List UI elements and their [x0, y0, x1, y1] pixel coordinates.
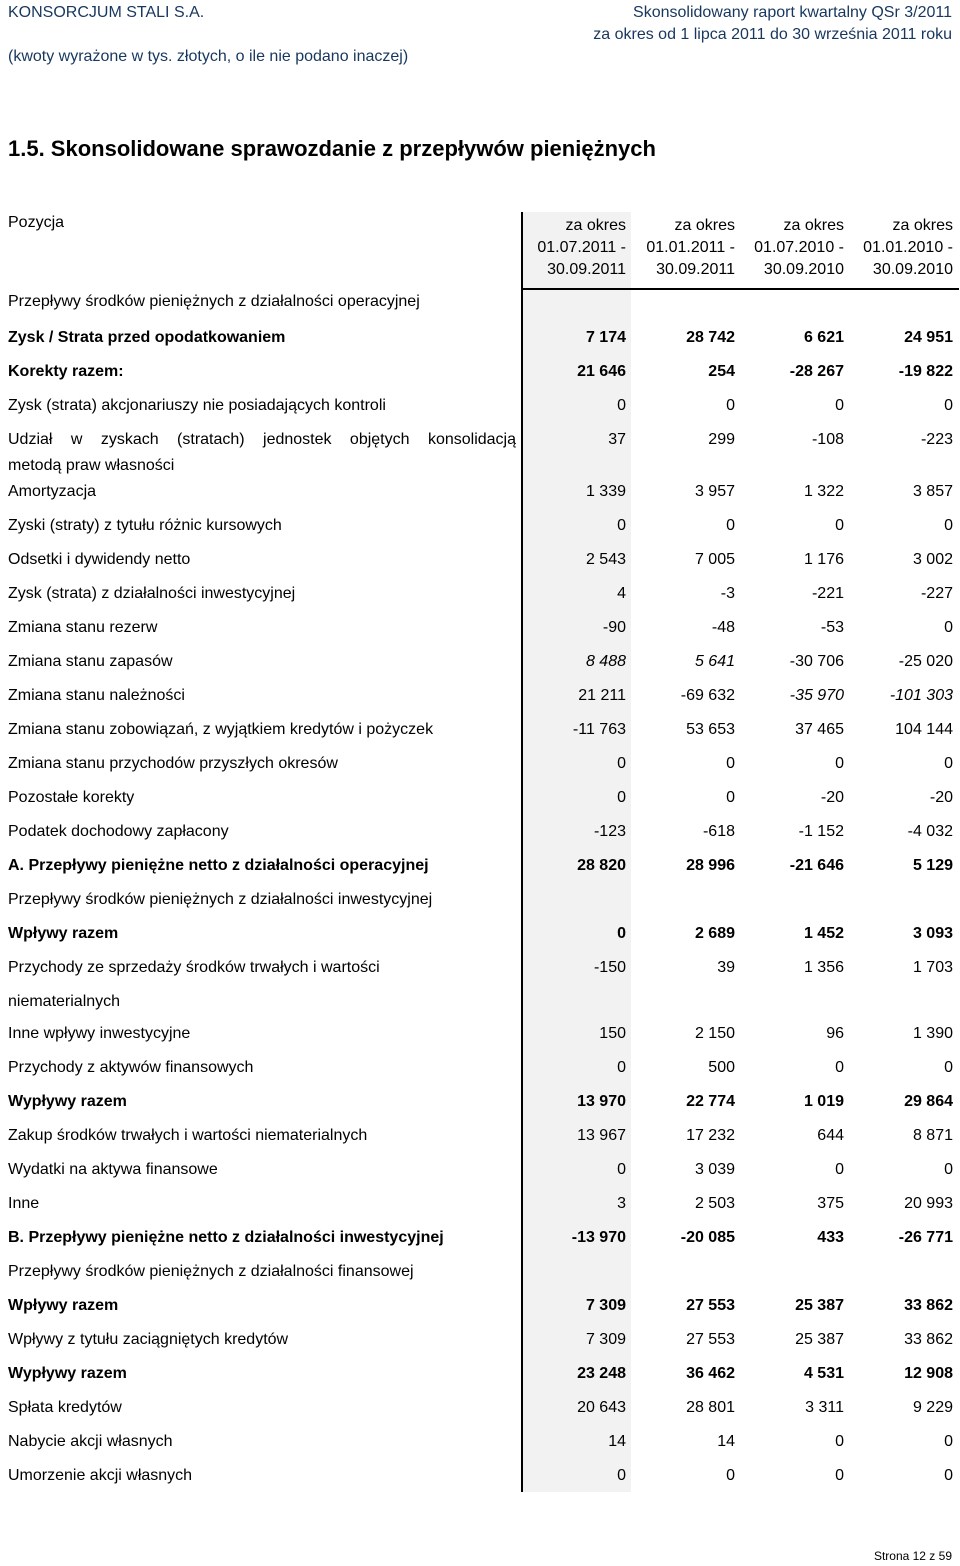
row-value-col4: -4 032 — [907, 823, 953, 840]
row-value-col3: 1 019 — [803, 1093, 844, 1110]
row-label: Wydatki na aktywa finansowe — [8, 1161, 218, 1178]
row-value-col1: 20 643 — [577, 1399, 626, 1416]
row-label: Inne wpływy inwestycyjne — [8, 1025, 191, 1042]
row-value-col4: 5 129 — [912, 857, 953, 874]
row-value-col3: -30 706 — [789, 653, 844, 670]
row-value-col1: 7 309 — [585, 1331, 626, 1348]
row-value-col2: 0 — [726, 397, 735, 414]
row-value-col3: 0 — [835, 1059, 844, 1076]
row-value-col2: 39 — [717, 959, 735, 976]
row-value-col4: 9 229 — [912, 1399, 953, 1416]
page-title: 1.5. Skonsolidowane sprawozdanie z przepływów pieniężnych — [8, 136, 656, 161]
row-value-col3: 96 — [826, 1025, 844, 1042]
row-value-col1: 3 — [617, 1195, 626, 1212]
column-header-2: za okres 01.01.2011 - 30.09.2011 — [646, 217, 735, 278]
row-label: Zakup środków trwałych i wartości niematerialnych — [8, 1127, 368, 1144]
row-value-col1: 0 — [617, 789, 626, 806]
row-label: Zmiana stanu rezerw — [8, 619, 158, 636]
row-value-col1: 0 — [617, 517, 626, 534]
row-value-col4: -227 — [920, 585, 953, 602]
row-value-col1: 7 309 — [585, 1297, 626, 1314]
row-value-col3: 25 387 — [795, 1297, 844, 1314]
row-value-col1: -150 — [593, 959, 626, 976]
row-value-col4: -19 822 — [898, 363, 953, 380]
row-value-col4: 0 — [944, 517, 953, 534]
row-label: Udział w zyskach (stratach) jednostek objętych konsolidacją — [8, 431, 516, 448]
row-label-continuation: metodą praw własności — [8, 457, 175, 474]
row-label: Przychody z aktywów finansowych — [8, 1059, 254, 1076]
row-value-col1: 0 — [617, 1467, 626, 1484]
row-label: Odsetki i dywidendy netto — [8, 551, 191, 568]
row-value-col3: 0 — [835, 1433, 844, 1450]
row-label: Amortyzacja — [8, 483, 97, 500]
row-value-col2: 36 462 — [686, 1365, 735, 1382]
row-value-col1: -123 — [593, 823, 626, 840]
row-value-col3: 4 531 — [803, 1365, 844, 1382]
row-value-col2: 254 — [708, 363, 735, 380]
row-value-col3: 0 — [835, 397, 844, 414]
row-label: Zysk / Strata przed opodatkowaniem — [8, 329, 286, 346]
row-value-col3: -28 267 — [789, 363, 844, 380]
row-value-col3: 433 — [817, 1229, 844, 1246]
units-note: (kwoty wyrażone w tys. złotych, o ile nie podano inaczej) — [8, 48, 409, 65]
row-value-col4: 3 093 — [912, 925, 953, 942]
row-value-col2: 22 774 — [686, 1093, 735, 1110]
row-value-col3: -21 646 — [789, 857, 844, 874]
row-label: Zmiana stanu przychodów przyszłych okresów — [8, 755, 338, 772]
row-label: Pozostałe korekty — [8, 789, 135, 806]
row-value-col2: 28 801 — [686, 1399, 735, 1416]
row-value-col1: 21 211 — [578, 687, 626, 704]
row-value-col2: 500 — [708, 1059, 735, 1076]
row-label: Przepływy środków pieniężnych z działalności finansowej — [8, 1263, 414, 1280]
row-value-col1: 21 646 — [577, 363, 626, 380]
row-value-col1: 0 — [617, 397, 626, 414]
row-value-col3: 375 — [817, 1195, 844, 1212]
row-label: Wypływy razem — [8, 1365, 127, 1382]
row-label: Zysk (strata) z działalności inwestycyjnej — [8, 585, 296, 602]
row-value-col2: 0 — [726, 517, 735, 534]
row-value-col4: 1 703 — [912, 959, 953, 976]
row-value-col1: 1 339 — [585, 483, 626, 500]
row-value-col2: -20 085 — [680, 1229, 735, 1246]
report-title: Skonsolidowany raport kwartalny QSr 3/2011 — [633, 4, 952, 21]
row-value-col1: 23 248 — [577, 1365, 626, 1382]
company-name: KONSORCJUM STALI S.A. — [8, 4, 205, 21]
row-value-col1: 13 970 — [577, 1093, 626, 1110]
row-value-col2: 27 553 — [686, 1331, 735, 1348]
row-value-col1: 0 — [617, 1059, 626, 1076]
row-value-col1: 0 — [617, 1161, 626, 1178]
row-label: Zyski (straty) z tytułu różnic kursowych — [8, 517, 282, 534]
report-period: za okres od 1 lipca 2011 do 30 września 2011 roku — [593, 26, 952, 43]
row-value-col1: 14 — [608, 1433, 626, 1450]
row-value-col2: 2 150 — [694, 1025, 735, 1042]
row-value-col3: 3 311 — [805, 1399, 844, 1416]
row-value-col4: 0 — [944, 755, 953, 772]
row-value-col2: 3 039 — [694, 1161, 735, 1178]
row-label: Zysk (strata) akcjonariuszy nie posiadających kontroli — [8, 397, 386, 414]
row-value-col3: -221 — [811, 585, 844, 602]
row-value-col4: 0 — [944, 1467, 953, 1484]
row-value-col3: 0 — [835, 755, 844, 772]
row-value-col4: 20 993 — [904, 1195, 953, 1212]
row-value-col1: -13 970 — [571, 1229, 626, 1246]
row-value-col4: 24 951 — [904, 329, 953, 346]
row-value-col1: 37 — [608, 431, 626, 448]
row-label: Wpływy razem — [8, 1297, 119, 1314]
row-value-col2: -3 — [720, 585, 735, 602]
row-value-col2: 28 742 — [686, 329, 735, 346]
row-value-col1: -11 763 — [572, 721, 626, 738]
row-value-col2: 27 553 — [686, 1297, 735, 1314]
row-value-col2: 7 005 — [694, 551, 735, 568]
row-value-col3: 0 — [835, 517, 844, 534]
row-value-col1: 8 488 — [585, 653, 626, 670]
row-label: Inne — [8, 1195, 40, 1212]
row-value-col3: 1 356 — [803, 959, 844, 976]
column-header-1: za okres 01.07.2011 - 30.09.2011 — [537, 217, 626, 278]
row-value-col2: -48 — [711, 619, 735, 636]
row-label: Nabycie akcji własnych — [8, 1433, 173, 1450]
page-number: Strona 12 z 59 — [873, 1549, 952, 1563]
row-label: Umorzenie akcji własnych — [8, 1467, 193, 1484]
row-value-col3: 37 465 — [795, 721, 844, 738]
table-header-divider — [521, 288, 959, 290]
row-value-col1: 0 — [617, 755, 626, 772]
row-value-col2: 53 653 — [686, 721, 735, 738]
row-value-col4: 1 390 — [912, 1025, 953, 1042]
row-value-col1: 28 820 — [577, 857, 626, 874]
position-header: Pozycja — [8, 214, 65, 231]
row-value-col1: 7 174 — [585, 329, 626, 346]
column-header-3: za okres 01.07.2010 - 30.09.2010 — [754, 217, 844, 278]
row-value-col4: 29 864 — [904, 1093, 953, 1110]
row-value-col4: 8 871 — [912, 1127, 953, 1144]
row-value-col4: 33 862 — [904, 1331, 953, 1348]
row-value-col2: 2 503 — [694, 1195, 735, 1212]
row-value-col2: 5 641 — [694, 653, 735, 670]
row-value-col4: 0 — [944, 1059, 953, 1076]
row-value-col3: 1 452 — [803, 925, 844, 942]
row-value-col4: 0 — [944, 1433, 953, 1450]
row-value-col4: -101 303 — [889, 687, 953, 704]
row-value-col2: 14 — [717, 1433, 735, 1450]
row-value-col2: 0 — [726, 1467, 735, 1484]
row-value-col4: -26 771 — [898, 1229, 953, 1246]
row-value-col2: -69 632 — [680, 687, 735, 704]
row-value-col4: 3 857 — [912, 483, 953, 500]
row-value-col3: 0 — [835, 1161, 844, 1178]
row-value-col4: 0 — [944, 397, 953, 414]
row-value-col3: 1 176 — [803, 551, 844, 568]
row-value-col3: 25 387 — [795, 1331, 844, 1348]
row-value-col2: 28 996 — [686, 857, 735, 874]
row-value-col2: -618 — [702, 823, 735, 840]
row-value-col4: -20 — [929, 789, 953, 806]
row-value-col4: 0 — [944, 619, 953, 636]
row-value-col1: 4 — [617, 585, 626, 602]
row-label: Podatek dochodowy zapłacony — [8, 823, 229, 840]
row-value-col3: -35 970 — [789, 687, 844, 704]
row-value-col3: -20 — [820, 789, 844, 806]
row-label: B. Przepływy pieniężne netto z działalności inwestycyjnej — [8, 1229, 444, 1246]
row-value-col4: 104 144 — [895, 721, 953, 738]
row-value-col1: 2 543 — [585, 551, 626, 568]
row-value-col4: 3 002 — [912, 551, 953, 568]
row-value-col4: 12 908 — [904, 1365, 953, 1382]
row-value-col2: 17 232 — [686, 1127, 735, 1144]
row-label: Wpływy z tytułu zaciągniętych kredytów — [8, 1331, 289, 1348]
row-value-col3: 644 — [817, 1127, 844, 1144]
row-value-col3: -1 152 — [798, 823, 844, 840]
column-header-4: za okres 01.01.2010 - 30.09.2010 — [863, 217, 953, 278]
row-value-col2: 0 — [726, 789, 735, 806]
row-value-col3: 1 322 — [803, 483, 844, 500]
row-value-col1: -90 — [602, 619, 626, 636]
row-label: Przychody ze sprzedaży środków trwałych i wartości — [8, 959, 380, 976]
row-label: A. Przepływy pieniężne netto z działalności operacyjnej — [8, 857, 429, 874]
row-value-col4: -25 020 — [898, 653, 953, 670]
row-value-col4: 33 862 — [904, 1297, 953, 1314]
row-value-col4: 0 — [944, 1161, 953, 1178]
row-label: Wpływy razem — [8, 925, 119, 942]
row-value-col1: 150 — [599, 1025, 626, 1042]
row-value-col3: 0 — [835, 1467, 844, 1484]
row-label: Wypływy razem — [8, 1093, 127, 1110]
row-value-col4: -223 — [920, 431, 953, 448]
row-value-col3: 6 621 — [803, 329, 844, 346]
row-label: Zmiana stanu zapasów — [8, 653, 173, 670]
row-value-col1: 13 967 — [577, 1127, 626, 1144]
row-label: niematerialnych — [8, 993, 121, 1010]
row-value-col2: 2 689 — [694, 925, 735, 942]
row-label: Spłata kredytów — [8, 1399, 122, 1416]
row-value-col2: 0 — [726, 755, 735, 772]
row-label: Korekty razem: — [8, 363, 124, 380]
row-value-col3: -108 — [811, 431, 844, 448]
row-value-col1: 0 — [617, 925, 626, 942]
row-label: Przepływy środków pieniężnych z działalności inwestycyjnej — [8, 891, 433, 908]
section-operating-heading: Przepływy środków pieniężnych z działalności operacyjnej — [8, 293, 420, 310]
row-value-col2: 299 — [708, 431, 735, 448]
row-value-col2: 3 957 — [694, 483, 735, 500]
row-label: Zmiana stanu należności — [8, 687, 185, 704]
row-label: Zmiana stanu zobowiązań, z wyjątkiem kredytów i pożyczek — [8, 721, 434, 738]
row-value-col3: -53 — [820, 619, 844, 636]
